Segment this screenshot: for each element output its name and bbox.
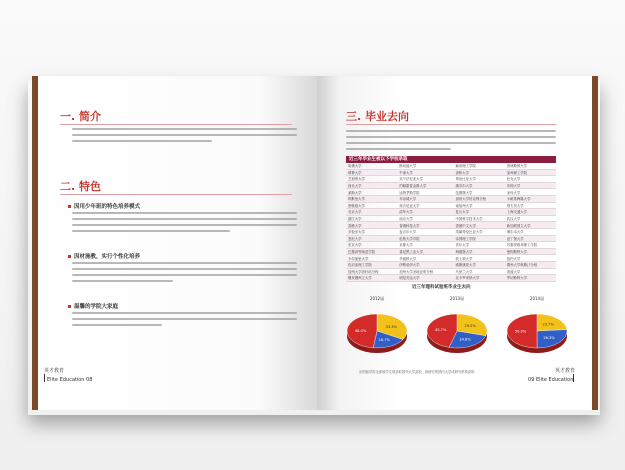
table-cell: 巴黎高等师范学院: [346, 248, 397, 255]
table-cell: 斯坦福大学: [397, 163, 453, 169]
feature-1-text: [72, 212, 297, 236]
pie-slice-label: 33.3%: [385, 324, 397, 329]
table-cell: 武汉大学: [505, 215, 556, 222]
table-row: [346, 202, 556, 209]
pie-year-label: 2014届: [529, 296, 545, 301]
footer-cn: 英才教育: [44, 368, 65, 374]
table-cell: 伦敦大学学院: [397, 235, 453, 242]
table-cell: 多伦多大学: [346, 228, 397, 235]
table-row: [346, 235, 556, 242]
table-cell: 密歇根大学: [346, 202, 397, 209]
table-cell: 普渡大学: [505, 268, 556, 275]
pie-slice-label: 18.7%: [378, 337, 391, 342]
table-row: [346, 268, 556, 275]
section-1-title: 一. 简介: [60, 110, 102, 123]
table-cell: 弗吉尼亚大学: [397, 202, 453, 209]
table-cell: 约翰霍普金斯大学: [397, 182, 453, 189]
table-cell: 香港中文大学: [454, 222, 505, 229]
table-cell: 康奈尔大学: [454, 182, 505, 189]
table-cell: 爱丁堡大学: [505, 235, 556, 242]
table-row: [346, 189, 556, 196]
pie-slice-label: 24.8%: [459, 337, 471, 342]
subheading-2: [68, 252, 140, 260]
pie-year-label: 2013届: [449, 296, 465, 301]
table-cell: 北卡罗来纳大学: [454, 275, 505, 282]
table-cell: 俄亥俄州立大学: [346, 275, 397, 282]
pie-year-label: 2012届: [369, 296, 385, 301]
subheading-3: [68, 302, 118, 310]
table-cell: 卡尔加里大学: [346, 255, 397, 262]
subheading-2-label: 因材施教，实行个性化培养: [74, 254, 141, 260]
table-cell: 剑桥大学: [454, 169, 505, 176]
table-cell: 普林斯顿大学: [505, 163, 556, 169]
table-cell: 塔夫茨大学: [505, 202, 556, 209]
table-cell: 佐治亚理工学院: [346, 261, 397, 268]
table-cell: 首尔大学: [454, 242, 505, 249]
table-cell: 慕尼黑工业大学: [397, 248, 453, 255]
table-cell: 英属哥伦比亚大学: [454, 228, 505, 235]
pie-slice-label: 50.0%: [514, 329, 527, 334]
table-cell: 麦吉尔大学: [397, 228, 453, 235]
table-row: [346, 182, 556, 189]
table-cell: 耶鲁大学: [346, 169, 397, 176]
table-row: [346, 215, 556, 222]
table-cell: 威斯康星大学: [454, 261, 505, 268]
table-cell: 上海交通大学: [505, 209, 556, 216]
table-cell: 卡耐基梅隆大学: [505, 195, 556, 202]
table-cell: 中国科学技术大学: [454, 215, 505, 222]
subheading-1: [68, 202, 140, 210]
pie-charts: [337, 291, 577, 366]
pie-slice-label: 45.7%: [434, 328, 447, 333]
book-edge-right: [592, 76, 598, 410]
table-cell: 海德堡大学: [454, 248, 505, 255]
book-edge-left: [32, 76, 38, 410]
divider: [60, 124, 292, 125]
footer-cn: 英才教育: [555, 368, 576, 374]
table-cell: 圣母大学: [505, 189, 556, 196]
table-cell: 莱斯大学: [346, 189, 397, 196]
section-2-title: 二. 特色: [60, 180, 102, 193]
table-cell: 华盛顿大学: [397, 255, 453, 262]
table-cell: 南加州大学: [454, 202, 505, 209]
table-cell: 达特茅斯学院: [397, 189, 453, 196]
table-cell: 乔治城大学: [397, 195, 453, 202]
table-cell: 加州大学圣地亚哥分校: [397, 268, 453, 275]
table-cell: 芝加哥大学: [346, 176, 397, 183]
table-cell: 哈佛大学: [346, 163, 397, 169]
table-row: [346, 209, 556, 216]
table-row: [346, 176, 556, 183]
table-cell: 马里兰大学: [454, 268, 505, 275]
table-cell: 埃默里大学: [346, 195, 397, 202]
footer-rule: [44, 374, 45, 382]
table-cell: 麻省理工学院: [454, 163, 505, 169]
table-cell: 复旦大学: [454, 209, 505, 216]
feature-2-text: [72, 262, 297, 286]
table-cell: 哥伦比亚大学: [454, 176, 505, 183]
table-row: [346, 255, 556, 262]
table-cell: 香港大学: [346, 222, 397, 229]
table-cell: 新加坡国立大学: [505, 222, 556, 229]
bullet-icon: [68, 205, 71, 208]
table-cell: 布朗大学: [505, 182, 556, 189]
table-row: [346, 228, 556, 235]
table-cell: 加州大学伯克利分校: [454, 195, 505, 202]
section-3-title: 三. 毕业去向: [346, 110, 410, 123]
table-cell: 京都大学: [397, 242, 453, 249]
table-cell: 加州大学洛杉矶分校: [346, 268, 397, 275]
feature-3-text: [72, 312, 297, 330]
table-row: [346, 261, 556, 268]
table-cell: 悉尼大学: [346, 235, 397, 242]
subheading-3-label: 温馨的学院大家庭: [74, 304, 119, 310]
chart-caption: 出国留学的全部被学生被录取国外大学录取，读研究的国内大学或研究机构录取: [359, 370, 475, 374]
table-cell: 东京大学: [346, 242, 397, 249]
footer-en: 09 Elite Education: [528, 377, 574, 383]
table-cell: 清华大学: [397, 209, 453, 216]
table-cell: 北京大学: [346, 209, 397, 216]
table-cell: 墨尔本大学: [505, 228, 556, 235]
divider: [60, 194, 292, 195]
divider: [346, 124, 556, 125]
table-row: [346, 222, 556, 229]
table-cell: 波士顿大学: [454, 255, 505, 262]
bullet-icon: [68, 255, 71, 258]
table-cell: 范德堡大学: [454, 189, 505, 196]
pie-slice-label: 23.7%: [542, 322, 554, 327]
table-cell: 浙江大学: [346, 215, 397, 222]
bullet-icon: [68, 305, 71, 308]
table-row: [346, 169, 556, 176]
table-cell: 宾夕法尼亚大学: [397, 176, 453, 183]
table-cell: 帝国理工学院: [454, 235, 505, 242]
pie-slice-label: 26.3%: [543, 335, 555, 340]
table-cell: 德州大学奥斯汀分校: [505, 261, 556, 268]
footer-en: Elite Education 08: [47, 377, 93, 383]
table-row: [346, 195, 556, 202]
table-cell: 苏黎世联邦理工学院: [505, 242, 556, 249]
destination-text: [346, 130, 556, 154]
table-cell: 纽约大学: [505, 255, 556, 262]
subheading-1-label: 因用少年班的特色培养模式: [74, 204, 141, 210]
table-cell: 杜克大学: [505, 176, 556, 183]
table-cell: 伊利诺伊大学: [397, 261, 453, 268]
table-row: [346, 248, 556, 255]
right-page: [317, 76, 598, 410]
table-cell: 罗切斯特大学: [505, 275, 556, 282]
table-cell: 西北大学: [346, 182, 397, 189]
table-cell: 香港科技大学: [397, 222, 453, 229]
left-page: [32, 76, 317, 410]
chart-title: 近三年理科试验班毕业生去向: [412, 285, 471, 290]
pie-slice-label: 48.0%: [354, 328, 367, 333]
pie-slice-label: 29.5%: [464, 323, 476, 328]
table-row: [346, 275, 556, 282]
university-table-title: 近三年毕业生被以下学校录取: [346, 156, 556, 163]
intro-text: [72, 128, 297, 146]
table-cell: 牛津大学: [397, 169, 453, 176]
table-cell: 曼彻斯特大学: [505, 248, 556, 255]
table-cell: 明尼苏达大学: [397, 275, 453, 282]
table-cell: 加州理工学院: [505, 169, 556, 176]
table-cell: 南京大学: [397, 215, 453, 222]
table-row: [346, 242, 556, 249]
university-table: [346, 163, 556, 282]
